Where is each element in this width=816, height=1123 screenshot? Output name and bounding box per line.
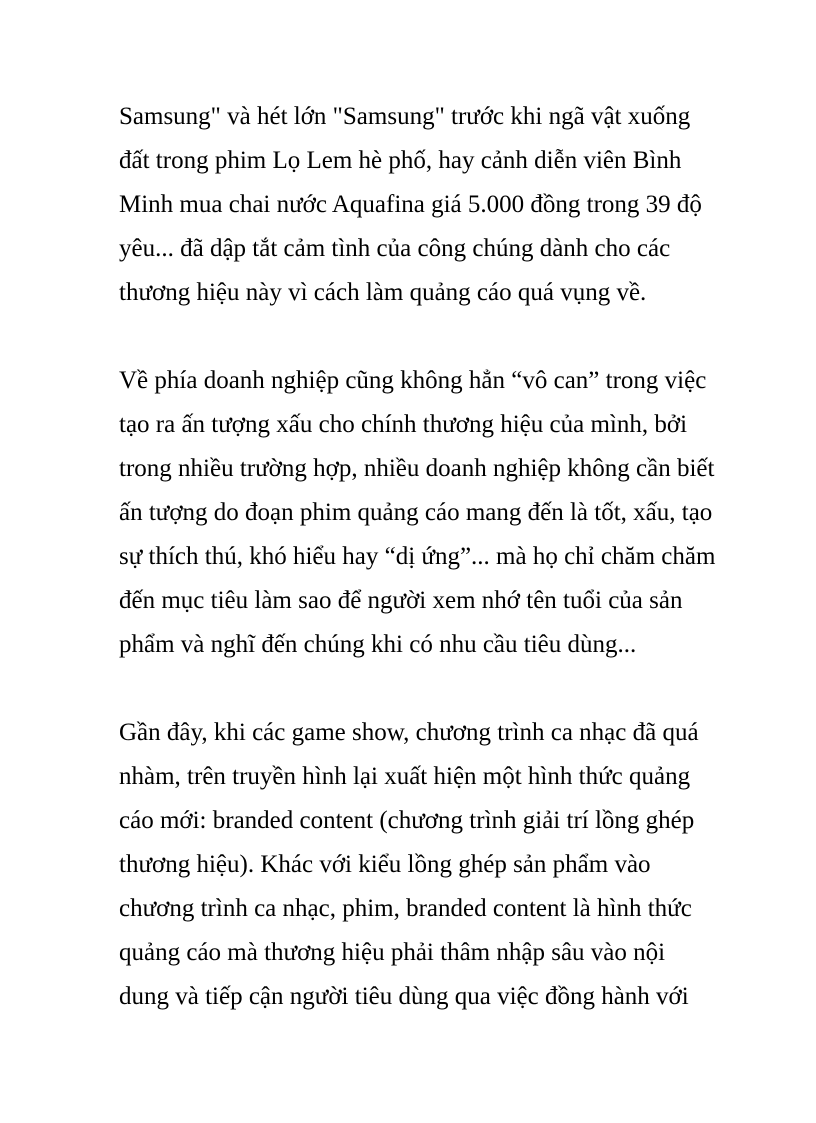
text-line: nhàm, trên truyền hình lại xuất hiện một hình thức quảng xyxy=(119,763,691,790)
text-line: chương trình ca nhạc, phim, branded content là hình thức xyxy=(119,895,692,922)
text-line: Minh mua chai nước Aquafina giá 5.000 đồng trong 39 độ xyxy=(119,191,702,218)
text-line: cáo mới: branded content (chương trình giải trí lồng ghép xyxy=(119,807,695,834)
text-line: ấn tượng do đoạn phim quảng cáo mang đến là tốt, xấu, tạo xyxy=(119,499,713,526)
text-line: dung và tiếp cận người tiêu dùng qua việc đồng hành với xyxy=(119,983,689,1010)
text-line: đất trong phim Lọ Lem hè phố, hay cảnh diễn viên Bình xyxy=(119,147,682,174)
text-line: thương hiệu). Khác với kiểu lồng ghép sản phẩm vào xyxy=(119,851,651,878)
text-line: sự thích thú, khó hiểu hay “dị ứng”... mà họ chỉ chăm chăm xyxy=(119,543,716,570)
text-line: Về phía doanh nghiệp cũng không hẳn “vô can” trong việc xyxy=(119,367,707,394)
text-line: trong nhiều trường hợp, nhiều doanh nghiệp không cần biết xyxy=(119,455,715,482)
text-line: thương hiệu này vì cách làm quảng cáo quá vụng về. xyxy=(119,279,647,306)
text-line: quảng cáo mà thương hiệu phải thâm nhập sâu vào nội xyxy=(119,939,666,966)
text-line: yêu... đã dập tắt cảm tình của công chúng dành cho các xyxy=(119,235,671,262)
text-line: Gần đây, khi các game show, chương trình ca nhạc đã quá xyxy=(119,719,699,746)
text-line: tạo ra ấn tượng xấu cho chính thương hiệu của mình, bởi xyxy=(119,411,688,438)
text-line: đến mục tiêu làm sao để người xem nhớ tên tuổi của sản xyxy=(119,587,683,614)
text-line: phẩm và nghĩ đến chúng khi có nhu cầu tiêu dùng... xyxy=(119,631,637,658)
text-line: Samsung" và hét lớn "Samsung" trước khi ngã vật xuống xyxy=(119,103,691,130)
